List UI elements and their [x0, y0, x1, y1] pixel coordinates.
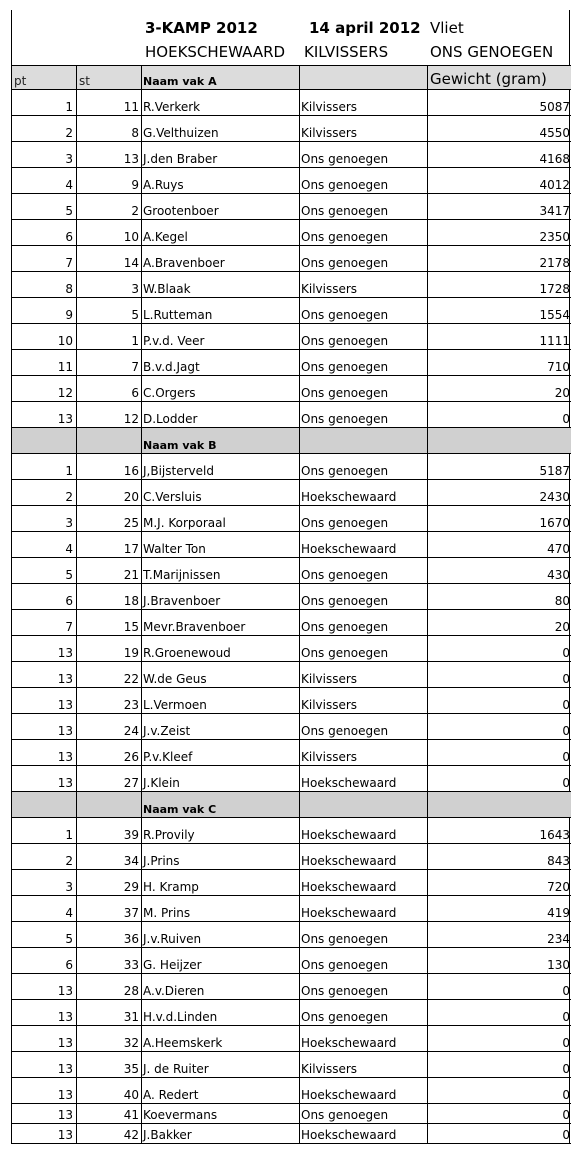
place-cell: 3 [12, 870, 77, 895]
name-cell: P.v.Kleef [142, 740, 300, 765]
name-cell: P.v.d. Veer [142, 324, 300, 349]
stand-cell: 28 [77, 974, 142, 999]
place-cell: 4 [12, 896, 77, 921]
club-cell: Ons genoegen [300, 584, 428, 609]
table-row [12, 1123, 571, 1143]
club-cell: Ons genoegen [300, 142, 428, 167]
table-row [12, 89, 571, 115]
stand-cell: 7 [77, 350, 142, 375]
stand-cell: 27 [77, 766, 142, 791]
club-cell: Hoekschewaard [300, 480, 428, 505]
name-cell: A.Kegel [142, 220, 300, 245]
name-cell: Koevermans [142, 1104, 300, 1123]
weight-cell: 130 [547, 958, 570, 972]
weight-cell: 0 [562, 1062, 570, 1076]
table-row [12, 219, 571, 245]
name-cell: M. Prins [142, 896, 300, 921]
place-cell: 13 [12, 714, 77, 739]
table-row [12, 1103, 571, 1123]
stand-cell: 17 [77, 532, 142, 557]
header-club-cell [300, 66, 428, 89]
stand-cell: 16 [77, 454, 142, 479]
weight-cell: 4168 [539, 152, 570, 166]
stand-cell: 20 [77, 480, 142, 505]
stand-cell: 25 [77, 506, 142, 531]
club-cell: Ons genoegen [300, 168, 428, 193]
club-cell: Ons genoegen [300, 558, 428, 583]
weight-cell: 0 [562, 1108, 570, 1122]
stand-cell: 22 [77, 662, 142, 687]
stand-cell: 6 [77, 376, 142, 401]
table-row [12, 739, 571, 765]
table-row [12, 687, 571, 713]
club-cell: Ons genoegen [300, 402, 428, 427]
weight-cell: 1643 [539, 828, 570, 842]
club-cell: Kilvissers [300, 1052, 428, 1077]
place-cell: 9 [12, 298, 77, 323]
place-cell: 13 [12, 662, 77, 687]
club-cell: Kilvissers [300, 90, 428, 115]
club-cell: Ons genoegen [300, 1104, 428, 1123]
name-cell: T.Marijnissen [142, 558, 300, 583]
weight-cell: 843 [547, 854, 570, 868]
club-cell: Ons genoegen [300, 376, 428, 401]
weight-cell: 0 [562, 646, 570, 660]
stand-cell: 23 [77, 688, 142, 713]
weight-cell: 5187 [539, 464, 570, 478]
weight-cell: 0 [562, 984, 570, 998]
place-cell: 13 [12, 636, 77, 661]
table-row [12, 947, 571, 973]
name-cell: G.Velthuizen [142, 116, 300, 141]
name-cell: A. Redert [142, 1078, 300, 1103]
stand-cell: 29 [77, 870, 142, 895]
weight-cell: 0 [562, 776, 570, 790]
weight-cell: 4550 [539, 126, 570, 140]
place-cell: 7 [12, 610, 77, 635]
name-cell: J.v.Zeist [142, 714, 300, 739]
stand-cell: 13 [77, 142, 142, 167]
name-cell: R.Groenewoud [142, 636, 300, 661]
place-cell: 13 [12, 688, 77, 713]
weight-cell [428, 428, 571, 453]
club-cell: Kilvissers [300, 116, 428, 141]
weight-cell: 0 [562, 412, 570, 426]
name-cell: A.Heemskerk [142, 1026, 300, 1051]
place-cell: 5 [12, 194, 77, 219]
table-row [12, 869, 571, 895]
stand-cell: 18 [77, 584, 142, 609]
table-row [12, 375, 571, 401]
place-cell: 1 [12, 818, 77, 843]
place-cell: 4 [12, 168, 77, 193]
name-cell: J.Bravenboer [142, 584, 300, 609]
table-row [12, 843, 571, 869]
place-cell: 2 [12, 480, 77, 505]
club-cell: Hoekschewaard [300, 532, 428, 557]
stand-cell [77, 792, 142, 817]
table-row [12, 271, 571, 297]
place-cell: 3 [12, 506, 77, 531]
name-cell: J.Klein [142, 766, 300, 791]
weight-cell: 0 [562, 724, 570, 738]
club-cell: Ons genoegen [300, 506, 428, 531]
table-row [12, 921, 571, 947]
weight-cell: 3417 [539, 204, 570, 218]
name-cell: D.Lodder [142, 402, 300, 427]
name-cell: M.J. Korporaal [142, 506, 300, 531]
table-row [12, 817, 571, 843]
name-cell: W.Blaak [142, 272, 300, 297]
table-row [12, 713, 571, 739]
stand-cell: 41 [77, 1104, 142, 1123]
name-cell: H.v.d.Linden [142, 1000, 300, 1025]
club-cell: Ons genoegen [300, 220, 428, 245]
name-cell: W.de Geus [142, 662, 300, 687]
column-header-row [12, 65, 571, 89]
table-row [12, 999, 571, 1025]
place-cell: 6 [12, 584, 77, 609]
results-sheet [11, 10, 570, 1144]
club-cell: Ons genoegen [300, 324, 428, 349]
name-cell: G. Heijzer [142, 948, 300, 973]
weight-cell: 0 [562, 1010, 570, 1024]
stand-cell: 12 [77, 402, 142, 427]
stand-cell: 42 [77, 1124, 142, 1143]
weight-cell: 4012 [539, 178, 570, 192]
name-cell: J.den Braber [142, 142, 300, 167]
name-cell: C.Orgers [142, 376, 300, 401]
table-row [12, 453, 571, 479]
weight-cell: 0 [562, 1088, 570, 1102]
club-cell: Ons genoegen [300, 948, 428, 973]
table-row [12, 193, 571, 219]
club-cell [300, 428, 428, 453]
place-cell: 1 [12, 454, 77, 479]
stand-cell [77, 428, 142, 453]
stand-cell: 19 [77, 636, 142, 661]
name-cell: A.v.Dieren [142, 974, 300, 999]
weight-cell: 2350 [539, 230, 570, 244]
table-row [12, 505, 571, 531]
table-row [12, 1051, 571, 1077]
club-cell: Hoekschewaard [300, 1124, 428, 1143]
club-cell: Ons genoegen [300, 454, 428, 479]
club-cell: Kilvissers [300, 272, 428, 297]
section-label: Naam vak C [142, 792, 300, 817]
stand-cell: 21 [77, 558, 142, 583]
name-cell: J,Bijsterveld [142, 454, 300, 479]
place-cell: 2 [12, 844, 77, 869]
section-header-row [12, 427, 571, 453]
table-row [12, 973, 571, 999]
header-stand-cell: st [77, 66, 142, 89]
weight-cell: 80 [554, 594, 570, 608]
weight-cell: 2178 [539, 256, 570, 270]
place-cell: 2 [12, 116, 77, 141]
club-cell: Hoekschewaard [300, 844, 428, 869]
section-header-row [12, 791, 571, 817]
club-cell: Ons genoegen [300, 974, 428, 999]
club-cell: Ons genoegen [300, 610, 428, 635]
weight-cell: 0 [562, 698, 570, 712]
stand-cell: 36 [77, 922, 142, 947]
stand-cell: 5 [77, 298, 142, 323]
stand-cell: 34 [77, 844, 142, 869]
weight-cell: 234 [547, 932, 570, 946]
weight-cell: 0 [562, 672, 570, 686]
club-cell: Ons genoegen [300, 922, 428, 947]
place-cell: 13 [12, 740, 77, 765]
place-cell: 11 [12, 350, 77, 375]
weight-cell: 1728 [539, 282, 570, 296]
table-row [12, 349, 571, 375]
name-cell: L.Rutteman [142, 298, 300, 323]
weight-cell: 0 [562, 750, 570, 764]
place-cell: 6 [12, 948, 77, 973]
weight-cell: 419 [547, 906, 570, 920]
club-cell: Hoekschewaard [300, 870, 428, 895]
weight-cell: 720 [547, 880, 570, 894]
place-cell: 7 [12, 246, 77, 271]
club-cell: Ons genoegen [300, 298, 428, 323]
weight-cell: 0 [562, 1036, 570, 1050]
table-bottom-border [12, 1143, 571, 1144]
place-cell: 13 [12, 402, 77, 427]
table-row [12, 661, 571, 687]
name-cell: C.Versluis [142, 480, 300, 505]
table-row [12, 765, 571, 791]
name-cell: J. de Ruiter [142, 1052, 300, 1077]
table-row [12, 323, 571, 349]
weight-cell: 20 [554, 620, 570, 634]
place-cell [12, 792, 77, 817]
club-cell: Kilvissers [300, 740, 428, 765]
name-cell: Grootenboer [142, 194, 300, 219]
name-cell: A.Bravenboer [142, 246, 300, 271]
stand-cell: 32 [77, 1026, 142, 1051]
event-date: 14 april 2012 [309, 19, 421, 37]
event-title: 3-KAMP 2012 [145, 19, 258, 37]
place-cell: 4 [12, 532, 77, 557]
weight-cell: 0 [562, 1128, 570, 1142]
stand-cell: 39 [77, 818, 142, 843]
stand-cell: 8 [77, 116, 142, 141]
club-cell: Ons genoegen [300, 714, 428, 739]
name-cell: L.Vermoen [142, 688, 300, 713]
table-row [12, 895, 571, 921]
table-row [12, 167, 571, 193]
team-hoekschewaard: HOEKSCHEWAARD [145, 43, 286, 61]
stand-cell: 11 [77, 90, 142, 115]
name-cell: Mevr.Bravenboer [142, 610, 300, 635]
club-cell: Ons genoegen [300, 194, 428, 219]
team-ons-genoegen: ONS GENOEGEN [430, 43, 554, 61]
club-cell: Hoekschewaard [300, 818, 428, 843]
club-cell: Hoekschewaard [300, 896, 428, 921]
club-cell: Ons genoegen [300, 636, 428, 661]
weight-cell: 710 [547, 360, 570, 374]
club-cell: Kilvissers [300, 688, 428, 713]
weight-cell: 470 [547, 542, 570, 556]
stand-cell: 31 [77, 1000, 142, 1025]
place-cell: 13 [12, 1026, 77, 1051]
place-cell: 13 [12, 1078, 77, 1103]
place-cell: 10 [12, 324, 77, 349]
club-cell [300, 792, 428, 817]
stand-cell: 14 [77, 246, 142, 271]
weight-cell: 1111 [539, 334, 570, 348]
club-cell: Ons genoegen [300, 1000, 428, 1025]
place-cell: 6 [12, 220, 77, 245]
weight-cell: 20 [554, 386, 570, 400]
stand-cell: 2 [77, 194, 142, 219]
place-cell: 5 [12, 558, 77, 583]
table-row [12, 557, 571, 583]
table-row [12, 1025, 571, 1051]
table-row [12, 479, 571, 505]
club-cell: Ons genoegen [300, 350, 428, 375]
name-cell: R.Verkerk [142, 90, 300, 115]
club-cell: Hoekschewaard [300, 1026, 428, 1051]
table-row [12, 1077, 571, 1103]
place-cell: 13 [12, 974, 77, 999]
section-label: Naam vak B [142, 428, 300, 453]
sheet-header [12, 10, 571, 65]
header-place-cell: pt [12, 66, 77, 89]
team-kilvissers: KILVISSERS [304, 43, 389, 61]
stand-cell: 26 [77, 740, 142, 765]
table-row [12, 141, 571, 167]
stand-cell: 3 [77, 272, 142, 297]
name-cell: B.v.d.Jagt [142, 350, 300, 375]
weight-cell [428, 792, 571, 817]
stand-cell: 10 [77, 220, 142, 245]
club-cell: Hoekschewaard [300, 1078, 428, 1103]
stand-cell: 15 [77, 610, 142, 635]
stand-cell: 33 [77, 948, 142, 973]
table-row [12, 297, 571, 323]
place-cell: 8 [12, 272, 77, 297]
event-location: Vliet [430, 19, 464, 37]
stand-cell: 9 [77, 168, 142, 193]
stand-cell: 37 [77, 896, 142, 921]
table-row [12, 245, 571, 271]
place-cell: 13 [12, 766, 77, 791]
place-cell: 13 [12, 1104, 77, 1123]
weight-cell: 2430 [539, 490, 570, 504]
table-row [12, 401, 571, 427]
name-cell: J.Prins [142, 844, 300, 869]
stand-cell: 24 [77, 714, 142, 739]
place-cell: 5 [12, 922, 77, 947]
place-cell: 13 [12, 1000, 77, 1025]
place-cell: 1 [12, 90, 77, 115]
name-cell: J.Bakker [142, 1124, 300, 1143]
weight-cell: 1554 [539, 308, 570, 322]
name-cell: Walter Ton [142, 532, 300, 557]
table-row [12, 635, 571, 661]
weight-cell: 430 [547, 568, 570, 582]
table-row [12, 583, 571, 609]
place-cell: 13 [12, 1124, 77, 1143]
stand-cell: 1 [77, 324, 142, 349]
name-cell: R.Provily [142, 818, 300, 843]
table-row [12, 609, 571, 635]
header-name-cell: Naam vak A [142, 66, 300, 89]
place-cell [12, 428, 77, 453]
club-cell: Ons genoegen [300, 246, 428, 271]
club-cell: Hoekschewaard [300, 766, 428, 791]
weight-cell: 1670 [539, 516, 570, 530]
table-row [12, 115, 571, 141]
place-cell: 13 [12, 1052, 77, 1077]
table-row [12, 531, 571, 557]
club-cell: Kilvissers [300, 662, 428, 687]
weight-cell: 5087 [539, 100, 570, 114]
header-weight-cell: Gewicht (gram) [430, 70, 547, 88]
name-cell: A.Ruys [142, 168, 300, 193]
name-cell: H. Kramp [142, 870, 300, 895]
stand-cell: 40 [77, 1078, 142, 1103]
stand-cell: 35 [77, 1052, 142, 1077]
place-cell: 12 [12, 376, 77, 401]
place-cell: 3 [12, 142, 77, 167]
name-cell: J.v.Ruiven [142, 922, 300, 947]
